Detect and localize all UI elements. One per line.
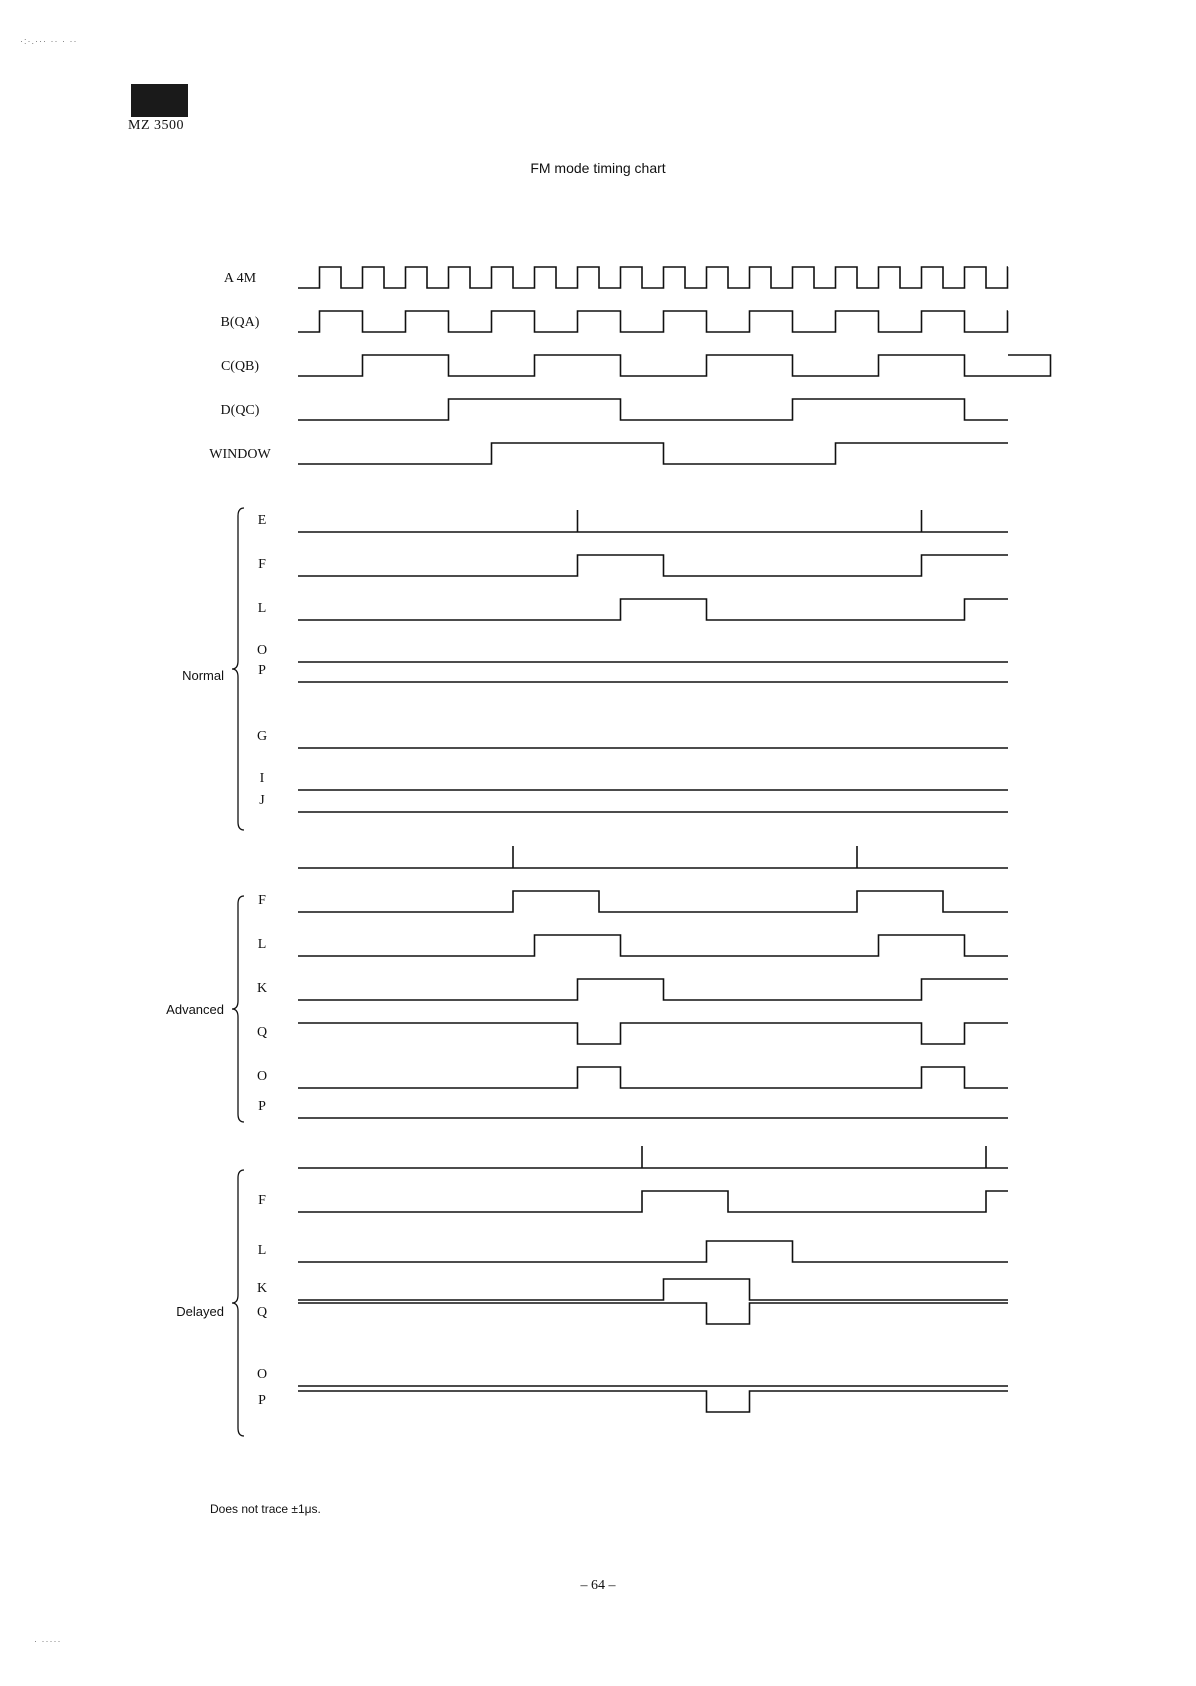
advanced-signal-label-2: F (258, 893, 266, 908)
delayed-group-label: Delayed (176, 1304, 224, 1319)
delayed-waveform-f-2 (298, 1191, 1008, 1212)
delayed-signal-label-6: O (256, 1367, 268, 1382)
scan-artifact-bottom: · ····· (34, 1636, 62, 1646)
delayed-waveform-q-5 (298, 1303, 1008, 1324)
advanced-waveform-o-6 (298, 1067, 1008, 1088)
advanced-signal-label-5: Q (256, 1025, 268, 1040)
normal-waveform-f-2 (298, 555, 1008, 576)
normal-signal-label-3: L (257, 601, 267, 616)
normal-group-label: Normal (182, 668, 224, 683)
normal-signal-label-1: E (257, 513, 267, 528)
delayed-waveform-pulse-1 (298, 1146, 1008, 1168)
signal-label-2: B(QA) (220, 315, 260, 330)
waveform-window (298, 443, 1008, 464)
footnote: Does not trace ±1μs. (210, 1502, 321, 1516)
advanced-signal-label-7: P (258, 1099, 266, 1114)
advanced-group-brace (232, 896, 244, 1122)
page-title: FM mode timing chart (530, 160, 666, 176)
normal-group-brace (232, 508, 244, 830)
delayed-signal-label-4: K (256, 1281, 268, 1296)
normal-signal-label-7: I (259, 771, 265, 786)
advanced-signal-label-3: L (257, 937, 267, 952)
normal-waveform-l-3 (298, 599, 1008, 620)
advanced-signal-label-6: O (256, 1069, 268, 1084)
advanced-group-label: Advanced (166, 1002, 224, 1017)
delayed-signal-label-3: L (257, 1243, 267, 1258)
normal-waveform-e-1 (298, 510, 1008, 532)
signal-label-3: C(QB) (220, 359, 260, 374)
scan-artifact-top: ·:·.··· ·· · ·· (20, 36, 78, 46)
waveform-b-qa (298, 311, 1008, 332)
page-number: – 64 – (580, 1578, 616, 1593)
advanced-waveform-k-4 (298, 979, 1008, 1000)
signal-label-5: WINDOW (209, 447, 271, 462)
signal-label-1: A 4M (223, 271, 257, 286)
delayed-signal-label-7: P (258, 1393, 266, 1408)
normal-signal-label-2: F (258, 557, 266, 572)
delayed-group-brace (232, 1170, 244, 1436)
normal-signal-label-5: P (258, 663, 266, 678)
advanced-waveform-l-3 (298, 935, 1008, 956)
advanced-waveform-f-2 (298, 891, 1008, 912)
waveform-d-qc (298, 399, 1008, 420)
delayed-waveform-l-3 (298, 1241, 1008, 1262)
waveform-c-qb (298, 355, 1051, 376)
advanced-waveform-q-5 (298, 1023, 1008, 1044)
delayed-signal-label-5: Q (256, 1305, 268, 1320)
delayed-waveform-k-4 (298, 1279, 1008, 1300)
model-label: MZ 3500 (128, 118, 184, 133)
delayed-signal-label-2: F (258, 1193, 266, 1208)
normal-signal-label-6: G (256, 729, 268, 744)
advanced-signal-label-4: K (256, 981, 268, 996)
normal-signal-label-8: J (259, 793, 265, 808)
delayed-waveform-p-7 (298, 1391, 1008, 1412)
normal-signal-label-4: O (256, 643, 268, 658)
signal-label-4: D(QC) (220, 403, 260, 418)
waveform-a-4m (298, 267, 1008, 288)
advanced-waveform-pulse-1 (298, 846, 1008, 868)
